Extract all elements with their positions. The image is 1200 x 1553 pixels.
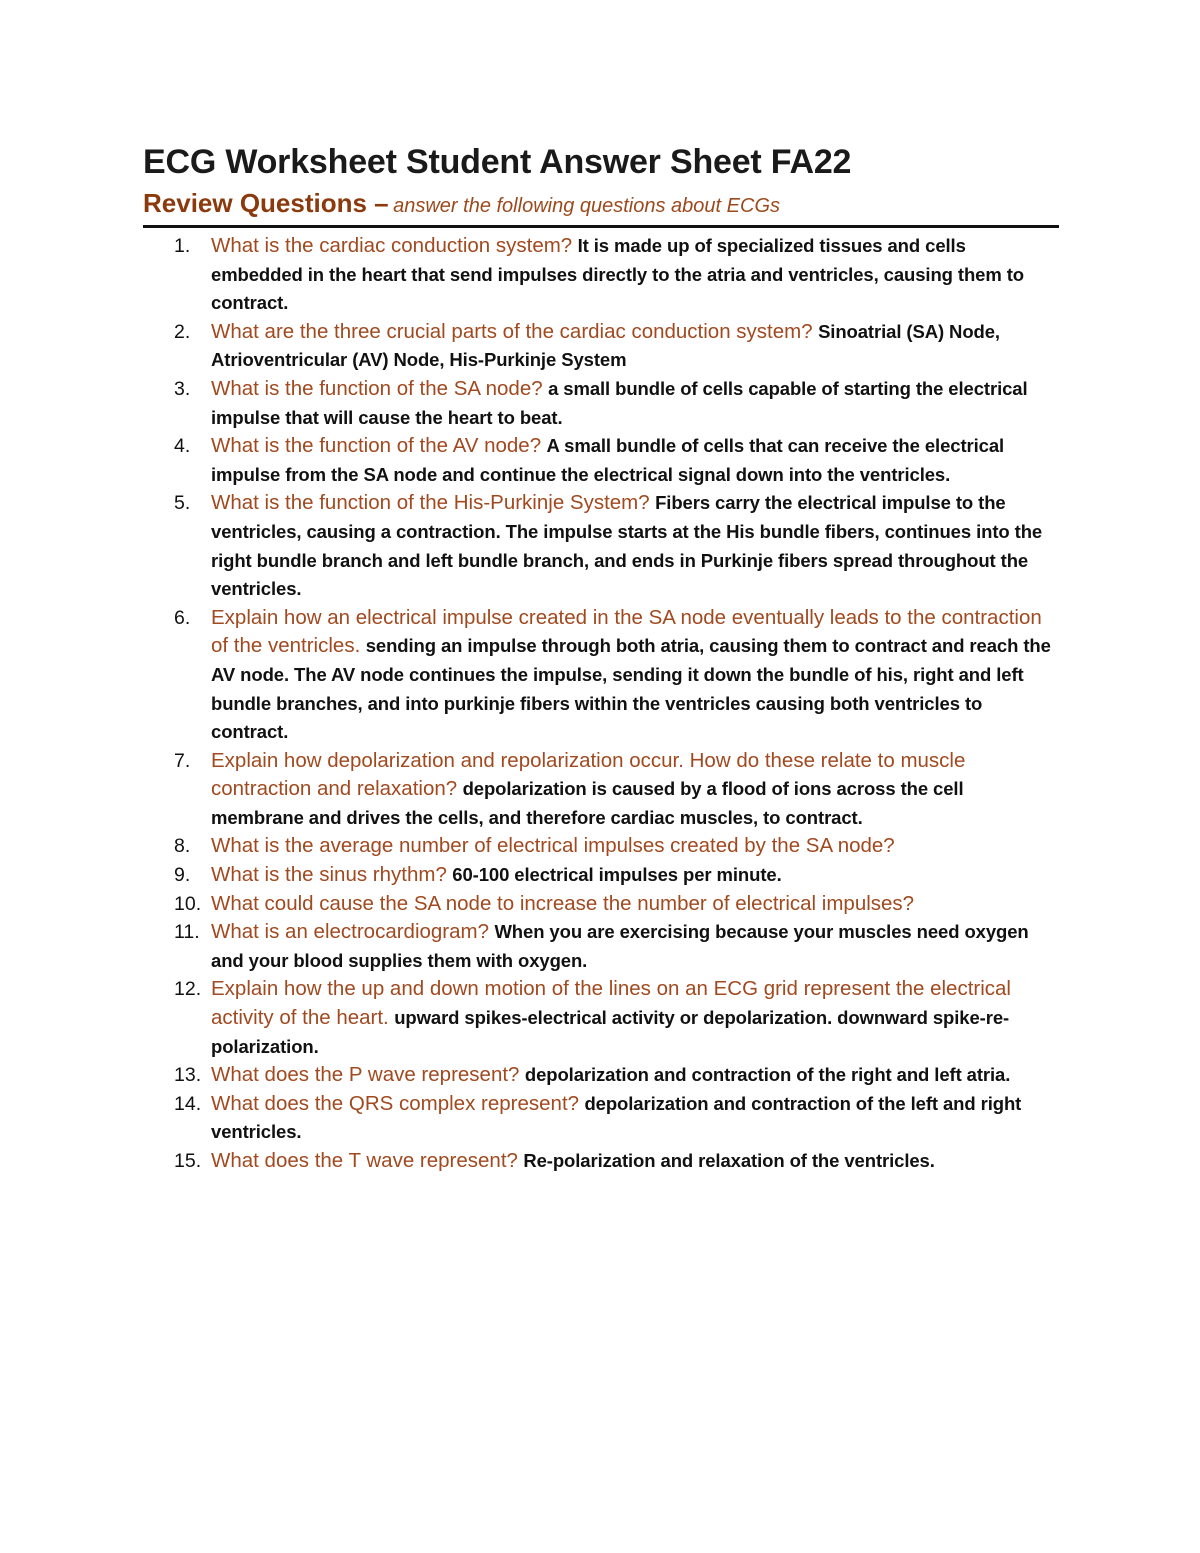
answer-text: depolarization is caused by a flood of ions across the cell membrane and drives the cells, and therefore cardiac muscles, to contract. [211,778,964,828]
question-text: Explain how depolarization and repolarization occur. How do these relate to muscle contraction and relaxation? [211,748,966,801]
question-item-4 [143,432,1059,489]
question-text: What does the QRS complex represent? [211,1091,580,1115]
question-item-14 [143,1090,1059,1147]
question-number: 12. [174,978,202,1001]
section-subtitle: answer the following questions about ECGs [393,195,780,217]
question-number: 3. [174,377,191,400]
question-text: What is the function of the AV node? [211,434,542,458]
question-text: What does the T wave represent? [211,1149,518,1172]
question-text: What is the cardiac conduction system? [211,234,573,257]
question-item-13 [143,1061,1059,1090]
question-text: Explain how an electrical impulse created in the SA node eventually leads to the contraction of the ventricles. [211,605,1042,658]
question-item-7 [143,747,1059,833]
question-item-6 [143,604,1059,747]
question-number: 4. [174,435,191,458]
answer-text: depolarization and contraction of the right and left atria. [524,1064,1011,1086]
answer-text: When you are exercising because your muscles need oxygen and your blood supplies them with oxygen. [211,921,1029,971]
question-text: What is the sinus rhythm? [211,863,447,887]
question-number: 1. [174,235,191,257]
question-item-9 [143,861,1059,890]
question-number: 14. [174,1092,202,1115]
answer-text: a small bundle of cells capable of starting the electrical impulse that will cause the heart to beat. [211,377,1028,428]
question-number: 10. [174,892,202,915]
answer-text: sending an impulse through both atria, causing them to contract and reach the AV node. The AV node continues the impulse, sending it down the bundle of his, right and left bundle branches, and into purkinje fibers within the ventricles causing both ventricles to contract. [211,635,1051,743]
answer-text: It is made up of specialized tissues and cells embedded in the heart that send impulses directly to the atria and ventricles, causing them to contract. [211,235,1025,314]
question-text: What could cause the SA node to increase the number of electrical impulses? [211,891,915,915]
question-number: 15. [174,1150,202,1172]
question-text: Explain how the up and down motion of the lines on an ECG grid represent the electrical activity of the heart. [211,977,1011,1030]
section-title: Review Questions – [143,188,389,218]
question-item-3 [143,375,1059,432]
answer-text: Fibers carry the electrical impulse to the ventricles, causing a contraction. The impulse starts at the His bundle fibers, continues into the right bundle branch and left bundle branch, and ends in Purkinje fibers spread throughout the ventricles. [211,492,1043,600]
question-number: 9. [174,864,191,887]
answer-text: Sinoatrial (SA) Node, Atrioventricular (AV) Node, His-Purkinje System [211,320,1000,371]
answer-text: A small bundle of cells that can receive the electrical impulse from the SA node and continue the electrical signal down into the ventricles. [211,435,1005,485]
question-number: 11. [174,921,200,944]
question-list [143,232,1059,1176]
question-item-15 [143,1147,1059,1176]
answer-text: depolarization and contraction of the left and right ventricles. [211,1092,1022,1143]
worksheet-page [143,140,1059,1176]
question-number: 5. [174,492,191,515]
section-header [143,186,1059,228]
question-item-5 [143,489,1059,603]
question-item-1 [143,232,1059,318]
answer-text: 60-100 electrical impulses per minute. [452,864,782,886]
question-text: What is the function of the SA node? [211,376,543,400]
question-text: What does the P wave represent? [211,1063,520,1087]
question-number: 8. [174,835,191,858]
question-number: 6. [174,606,191,629]
question-text: What is an electrocardiogram? [211,920,490,944]
question-item-10 [143,890,1059,919]
question-item-8 [143,832,1059,861]
question-item-11 [143,918,1059,975]
question-number: 2. [174,320,191,343]
question-text: What is the average number of electrical impulses created by the SA node? [211,834,895,858]
question-item-2 [143,318,1059,375]
question-number: 13. [174,1064,202,1087]
question-text: What is the function of the His-Purkinje System? [211,491,650,515]
question-text: What are the three crucial parts of the cardiac conduction system? [211,319,813,343]
question-number: 7. [174,749,191,772]
answer-text: upward spikes-electrical activity or depolarization. downward spike-re-polarization. [211,1007,1010,1057]
question-item-12 [143,975,1059,1061]
answer-text: Re-polarization and relaxation of the ventricles. [523,1150,935,1171]
document-title: ECG Worksheet Student Answer Sheet FA22 [143,143,852,181]
